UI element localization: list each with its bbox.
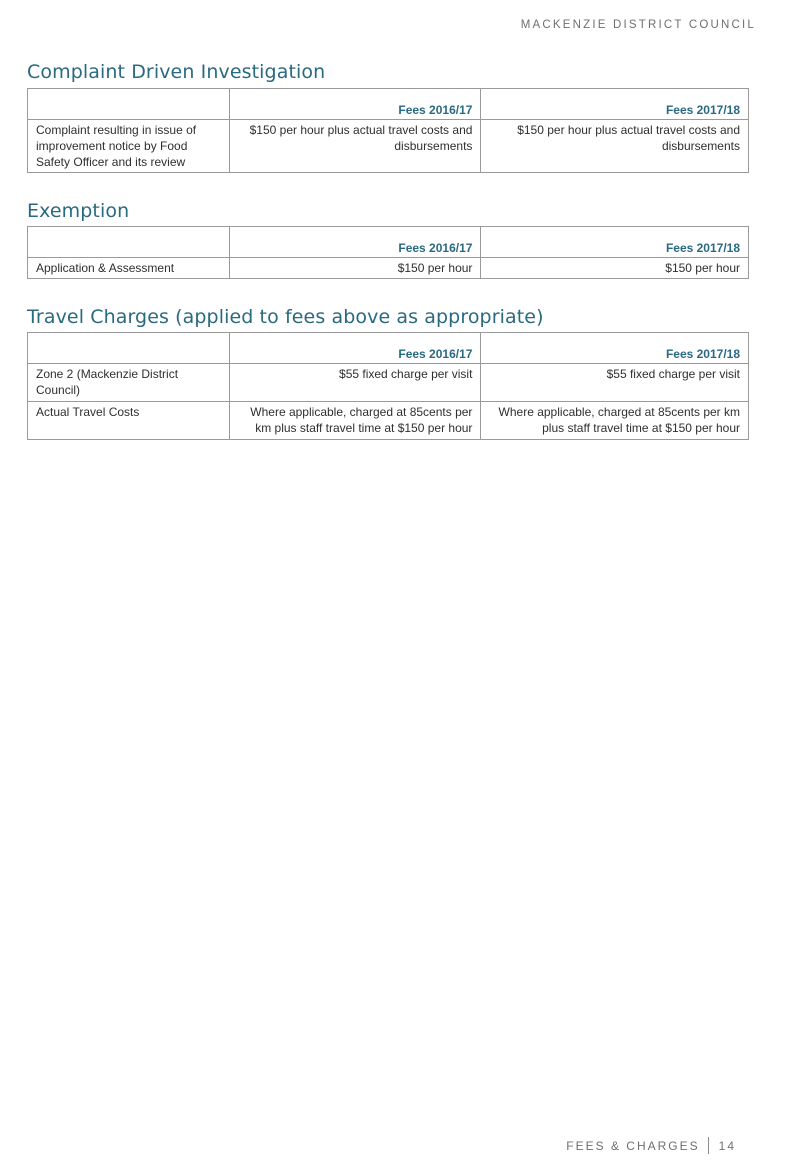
column-header-fees-2017-18: Fees 2017/18 xyxy=(481,333,749,364)
page-number: 14 xyxy=(718,1138,736,1153)
fee-item-description: Zone 2 (Mackenzie District Council) xyxy=(28,364,230,402)
section-title-travel-charges: Travel Charges (applied to fees above as appropriate) xyxy=(27,306,544,328)
fee-2017-18-value: Where applicable, charged at 85cents per km plus staff travel time at $150 per hour xyxy=(481,402,749,440)
fee-item-description: Complaint resulting in issue of improvement notice by Food Safety Officer and its review xyxy=(28,120,230,173)
fee-2017-18-value: $150 per hour xyxy=(481,258,749,279)
column-header-fees-2016-17: Fees 2016/17 xyxy=(230,227,481,258)
column-header-fees-2017-18: Fees 2017/18 xyxy=(481,89,749,120)
column-header-item xyxy=(28,227,230,258)
exemption-table xyxy=(27,226,749,279)
page-footer xyxy=(566,1137,736,1154)
table-header-row xyxy=(28,333,749,364)
column-header-item xyxy=(28,333,230,364)
fee-2016-17-value: $150 per hour plus actual travel costs and disbursements xyxy=(230,120,481,173)
fee-item-description: Actual Travel Costs xyxy=(28,402,230,440)
table-row xyxy=(28,364,749,402)
section-title-exemption: Exemption xyxy=(27,200,130,222)
fee-2016-17-value: Where applicable, charged at 85cents per km plus staff travel time at $150 per hour xyxy=(230,402,481,440)
running-header: MACKENZIE DISTRICT COUNCIL xyxy=(520,19,756,31)
footer-label: FEES & CHARGES xyxy=(566,1138,700,1153)
fee-item-description: Application & Assessment xyxy=(28,258,230,279)
column-header-item xyxy=(28,89,230,120)
table-header-row xyxy=(28,227,749,258)
complaint-investigation-table xyxy=(27,88,749,173)
fee-2016-17-value: $55 fixed charge per visit xyxy=(230,364,481,402)
fee-2017-18-value: $150 per hour plus actual travel costs and disbursements xyxy=(481,120,749,173)
column-header-fees-2016-17: Fees 2016/17 xyxy=(230,333,481,364)
footer-divider xyxy=(708,1137,709,1154)
table-row xyxy=(28,402,749,440)
table-row xyxy=(28,120,749,173)
section-title-complaint-investigation: Complaint Driven Investigation xyxy=(27,61,326,83)
table-header-row xyxy=(28,89,749,120)
fee-2016-17-value: $150 per hour xyxy=(230,258,481,279)
table-row xyxy=(28,258,749,279)
column-header-fees-2016-17: Fees 2016/17 xyxy=(230,89,481,120)
column-header-fees-2017-18: Fees 2017/18 xyxy=(481,227,749,258)
travel-charges-table xyxy=(27,332,749,440)
fee-2017-18-value: $55 fixed charge per visit xyxy=(481,364,749,402)
